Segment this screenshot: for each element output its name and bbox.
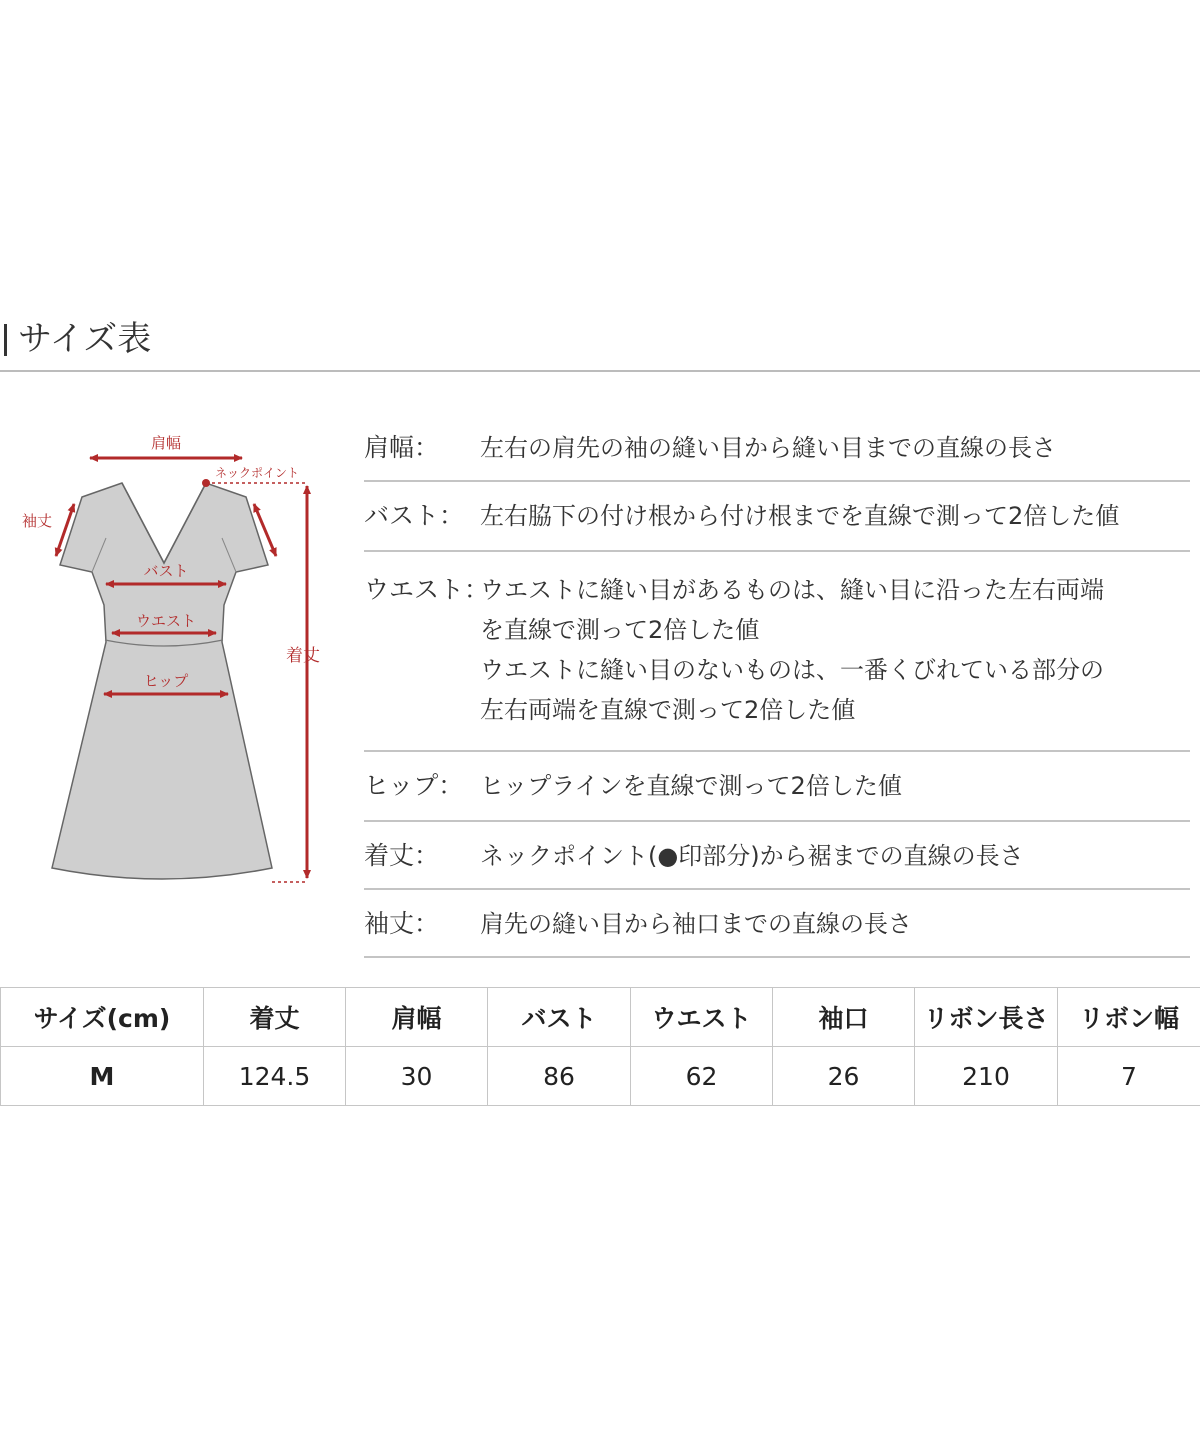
bust-label: バスト xyxy=(143,562,189,580)
measurement-definitions xyxy=(364,416,1190,958)
definition-line: 肩先の縫い目から袖口までの直線の長さ xyxy=(480,910,912,938)
table-header-row xyxy=(1,988,1200,1047)
section-header xyxy=(0,312,1200,372)
sleeve-label: 袖丈 xyxy=(22,512,53,530)
definition-description xyxy=(480,570,1104,730)
table-row xyxy=(1,1047,1200,1106)
page-title: サイズ表 xyxy=(18,319,152,359)
definition-row-waist xyxy=(364,552,1190,752)
waist-label: ウエスト xyxy=(135,612,197,630)
definition-row-length xyxy=(364,822,1190,890)
shoulder-label: 肩幅 xyxy=(150,434,182,452)
table-cell: 124.5 xyxy=(204,1047,346,1106)
neck-point-marker xyxy=(202,479,210,487)
definition-line: 左右の肩先の袖の縫い目から縫い目までの直線の長さ xyxy=(480,434,1056,462)
size-table xyxy=(0,987,1200,1106)
table-cell: 62 xyxy=(631,1047,773,1106)
definition-line: ネックポイント(●印部分)から裾までの直線の長さ xyxy=(480,842,1024,870)
definition-line: 左右両端を直線で測って2倍した値 xyxy=(480,696,856,724)
column-header: バスト xyxy=(488,988,631,1047)
column-header: リボン長さ xyxy=(915,988,1058,1047)
hip-label: ヒップ xyxy=(143,672,189,690)
definition-row-sleeve xyxy=(364,890,1190,958)
definition-description xyxy=(480,904,912,944)
column-header: 着丈 xyxy=(204,988,346,1047)
definition-row-hip xyxy=(364,752,1190,822)
definition-line: 左右脇下の付け根から付け根までを直線で測って2倍した値 xyxy=(480,502,1120,530)
definition-line: ウエストに縫い目があるものは、縫い目に沿った左右両端 xyxy=(480,576,1104,604)
column-header: リボン幅 xyxy=(1058,988,1200,1047)
column-header: サイズ(cm) xyxy=(1,988,204,1047)
table-cell: 210 xyxy=(915,1047,1058,1106)
table-cell: 86 xyxy=(488,1047,631,1106)
definition-description xyxy=(480,428,1056,468)
length-label: 着丈 xyxy=(286,646,320,666)
column-header: 肩幅 xyxy=(346,988,488,1047)
definition-line: ヒップラインを直線で測って2倍した値 xyxy=(480,772,902,800)
table-cell: 26 xyxy=(773,1047,915,1106)
definition-term: 肩幅： xyxy=(364,433,440,462)
table-cell: 7 xyxy=(1058,1047,1200,1106)
table-cell: 30 xyxy=(346,1047,488,1106)
header-accent-bar xyxy=(4,324,7,356)
column-header: 袖口 xyxy=(773,988,915,1047)
definition-term: 着丈： xyxy=(364,841,440,870)
header-divider xyxy=(0,370,1200,372)
definition-term: ヒップ： xyxy=(364,771,464,800)
definition-description xyxy=(480,766,902,806)
definition-line: を直線で測って2倍した値 xyxy=(480,616,760,644)
table-cell-size: M xyxy=(1,1047,204,1106)
definition-line: ウエストに縫い目のないものは、一番くびれている部分の xyxy=(480,656,1104,684)
definition-term: 袖丈： xyxy=(364,909,440,938)
neck-point-label: ネックポイント xyxy=(215,466,300,480)
definition-term: ウエスト： xyxy=(364,575,490,604)
definition-description xyxy=(480,496,1119,536)
dress-measurement-diagram xyxy=(0,420,350,900)
definition-row-shoulder xyxy=(364,416,1190,482)
definition-row-bust xyxy=(364,482,1190,552)
column-header: ウエスト xyxy=(631,988,773,1047)
definition-description xyxy=(480,836,1024,876)
definition-term: バスト： xyxy=(364,501,465,530)
